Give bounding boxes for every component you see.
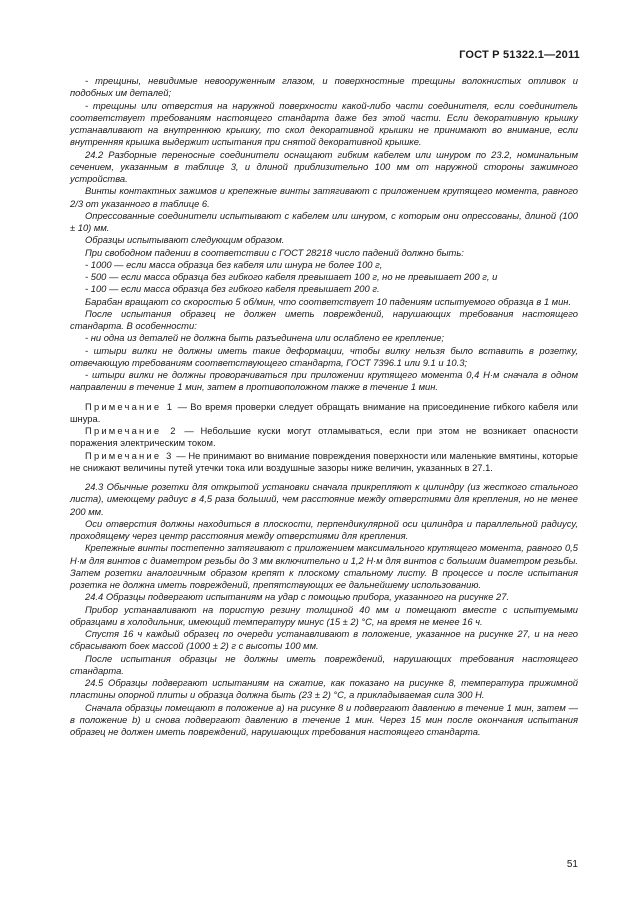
paragraph: Образцы испытывают следующим образом. [85,234,285,246]
paragraph: Опрессованные соединители испытывают с кабелем или шнуром, с которым они опрессованы, длиной (100 ± 10) мм. [70,209,578,233]
note-label: Примечание 2 [85,425,178,436]
paragraph: 24.2 Разборные переносные соединители оснащают гибким кабелем или шнуром по 23.2, номинальным сечением, указанным в таблице 3, и длиной приблизительно 100 мм от наружной стороны зажимного устройства. [70,148,578,184]
note-3 [70,450,578,475]
paragraph: Оси отверстия должны находиться в плоскости, перпендикулярной оси цилиндра и параллельной радиусу, проходящему через центр расстояния между отверстиями для крепления. [70,517,578,541]
list-item: - штыри вилки не должны иметь такие деформации, чтобы вилку нельзя было вставить в розетку, отвечающую требованиям соответствующего стандарта, ГОСТ 7396.1 или 9.1 и 10.3; [70,344,578,368]
page-number: 51 [566,859,578,870]
paragraph: После испытания образец не должен иметь повреждений, нарушающих требования настоящего стандарта. В особенности: [70,307,578,331]
document-body [70,75,578,738]
paragraph: Прибор устанавливают на пористую резину толщиной 40 мм и помещают вместе с испытуемыми образцами в холодильник, имеющий температуру минус (15 ± 2) °С, на время не менее 16 ч. [70,603,578,627]
paragraph: Спустя 16 ч каждый образец по очереди устанавливают в положение, указанное на рисунке 27, и на него сбрасывают боек массой (1000 ± 2) г с высоты 100 мм. [70,628,578,652]
paragraph: Винты контактных зажимов и крепежные винты затягивают с приложением крутящего момента, равного 2/3 от указанного в таблице 6. [70,185,578,209]
list-item: - ни одна из деталей не должна быть разъединена или ослаблено ее крепление; [85,332,445,344]
paragraph: - трещины или отверстия на наружной поверхности какой-либо части соединителя, если соединитель соответствует требованиям настоящего стандарта даже без этой части. Если декоративную крышку устанавливают на внутреннюю крышку, то скол декоративной крышки не принимают во внимание, если внутренняя крышка выдержит испытания при снятой декоративной крышке. [70,99,578,148]
paragraph: После испытания образцы не должны иметь повреждений, нарушающих требования настоящего стандарта. [70,652,578,676]
paragraph: Барабан вращают со скоростью 5 об/мин, что соответствует 10 падениям испытуемого образца в 1 мин. [85,295,572,307]
document-code-header: ГОСТ Р 51322.1—2011 [459,49,580,61]
list-item: - 500 — если масса образца без гибкого кабеля превышает 100 г, но не превышает 200 г, и [85,271,498,282]
paragraph: Сначала образцы помещают в положение а) на рисунке 8 и подвергают давлению в течение 1 мин, затем — в положение b) и снова подвергают давлению в течение 1 мин. Через 15 мин после окончания испытания образец не должен иметь повреждений, нарушающих требования настоящего стандарта. [70,701,578,737]
note-label: Примечание 1 [85,400,175,412]
note-1 [70,401,578,426]
body-section-bottom [70,481,578,738]
notes-block [70,401,578,475]
paragraph: Крепежные винты постепенно затягивают с приложением максимального крутящего момента, равного 0,5 Н·м для винтов с диаметром резьбы до 3 мм включительно и 1,2 Н·м для винтов с большим диаметром резьбы. Затем розетки аналогичным образом крепят к плоскому стальному листу. В процессе и после испытания розетка не должна иметь повреждений, препятствующих ее дальнейшему использованию. [70,542,578,590]
list-item: - 1000 — если масса образца без кабеля или шнура не более 100 г, [85,258,383,270]
paragraph: При свободном падении в соответствии с ГОСТ 28218 число падений должно быть: [85,246,464,258]
paragraph: 24.5 Образцы подвергают испытаниям на сжатие, как показано на рисунке 8, температура прижимной пластины опорной плиты и образца должна быть (23 ± 2) °С, а прикладываемая сила 300 Н. [70,677,578,701]
body-section-top [70,75,578,394]
list-item: - штыри вилки не должны проворачиваться при приложении крутящего момента 0,4 Н·м сначала в одном направлении в течение 1 мин, затем в противоположном также в течение 1 мин. [70,369,578,393]
paragraph: 24.4 Образцы подвергают испытаниям на удар с помощью прибора, указанного на рисунке 27. [85,591,510,603]
note-text: — Во время проверки следует обращать внимание на присоединение гибкого кабеля или шнура. [70,400,578,424]
paragraph: 24.3 Обычные розетки для открытой установки сначала прикрепляют к цилиндру (из жесткого стального листа), имеющему радиус в 4,5 раза больший, чем расстояние между отверстиями для крепления, но не менее 200 мм. [70,481,578,517]
list-item: - 100 — если масса образца без гибкого кабеля превышает 200 г. [85,283,380,295]
paragraph: - трещины, невидимые невооруженным глазом, и поверхностные трещины волокнистых отливок и подобных им деталей; [70,75,578,99]
note-text: — Не принимают во внимание повреждения поверхности или маленькие вмятины, которые не снижают величины путей утечки тока или воздушные зазоры ниже величин, указанных в 27.1. [70,449,578,473]
note-2 [70,425,578,450]
note-text: — Небольшие куски могут отламываться, если при этом не возникает опасности поражения электрическим током. [70,425,578,449]
note-label: Примечание 3 [85,449,174,461]
